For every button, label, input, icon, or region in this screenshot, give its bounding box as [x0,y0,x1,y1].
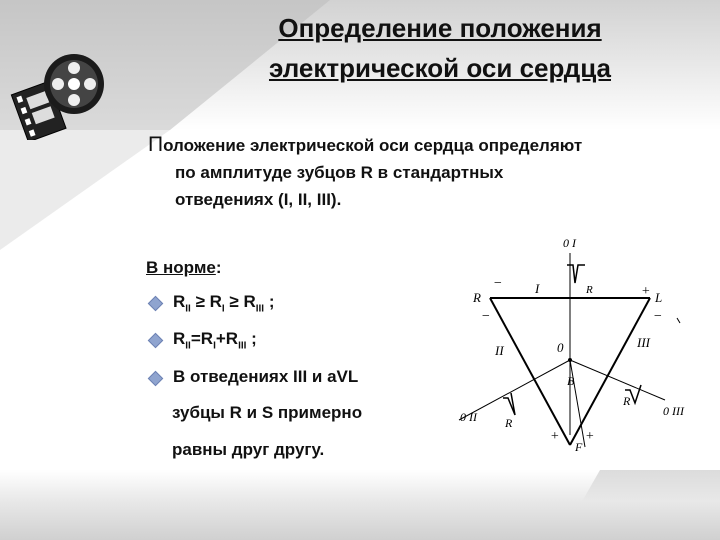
axis-lead-III-perpendicular [570,360,665,400]
sign-minus-right: − [653,309,663,324]
bullet-3-continuation-2: равны друг другу. [172,440,325,459]
film-reel-icon [10,40,110,140]
label-R-left-lower: R [505,416,513,430]
qrs-complex-lead-II [503,393,515,415]
intro-paragraph [148,131,708,213]
label-R-right: R [623,394,631,408]
sign-plus-bottom-left: + [550,429,560,444]
label-R-top: R [586,284,593,296]
lead-II-line [490,298,570,445]
norm-colon: : [215,258,222,277]
decorative-tick [677,318,680,323]
label-O-III: 0 III [663,404,684,418]
sign-minus-top: − [493,276,503,291]
label-O-center: 0 [557,340,564,355]
label-O-II: 0 II [460,410,477,424]
label-lead-I: I [535,281,540,296]
intro-first-letter: П [148,133,164,156]
center-point [568,358,572,362]
bullet-text-1: $R_{II} \ge R_I \ge R_{III}$ ; [173,292,275,315]
label-lead-II: II [495,343,504,358]
intro-line-1-text: оложение электрической оси сердца определяют [163,136,583,155]
einthoven-triangle-diagram [455,235,705,475]
norm-heading [146,258,222,278]
norm-label: В норме [146,258,216,277]
intro-line-2: по амплитуде зубцов R в стандартных [175,163,504,182]
label-R-left: R [473,290,481,305]
label-F: F [575,440,583,454]
label-O-I: 0 I [563,236,576,250]
title-line-1: Определение положения [278,13,602,43]
bullet-text-2: $R_{II}=R_I+R_{III}$ ; [173,329,257,352]
lead-III-line [570,298,650,445]
label-lead-III: III [637,335,650,350]
bullet-text-3: В отведениях III и aVL [173,367,359,386]
sign-minus-left: − [481,309,491,324]
sign-plus-bottom-right: + [585,429,595,444]
bullet-3-continuation-1: зубцы R и S примерно [172,403,363,422]
intro-line-1 [148,131,708,159]
slide-title [200,8,680,88]
label-L: L [655,290,663,305]
sign-plus-top: + [641,284,651,299]
label-B: B [567,374,575,388]
intro-line-3: отведениях (I, II, III). [175,190,342,209]
footer-background [0,470,720,540]
title-line-2: электрической оси сердца [268,53,611,83]
